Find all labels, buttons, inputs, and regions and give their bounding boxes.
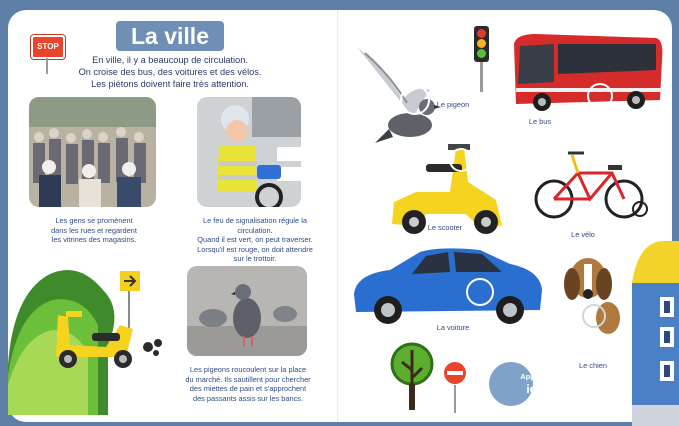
caption-line: des miettes de pain et s'approchent [189, 384, 307, 393]
pigeons-photo [187, 266, 307, 356]
page-title: La ville [116, 21, 224, 51]
traffic-light-pole [480, 62, 483, 92]
child-bike-illustration [197, 97, 301, 207]
stop-sign: STOP [31, 35, 65, 59]
intro-line: En ville, il y a beaucoup de circulation. [92, 55, 248, 65]
crowd-photo-illustration [29, 97, 156, 207]
label-bike: Le vélo [571, 230, 595, 239]
no-entry-sign [440, 360, 470, 414]
intro-text [64, 54, 276, 90]
intro-line: Les piétons doivent faire très attention. [91, 79, 249, 89]
dog-image [558, 248, 628, 358]
tree-illustration [388, 340, 436, 412]
caption-line: Le feu de signalisation régule la circulation. [203, 216, 307, 235]
bus-image [506, 30, 666, 112]
label-dog: Le chien [579, 361, 607, 370]
caption-line: Quand il est vert, on peut traverser. [197, 235, 313, 244]
crowd-photo [29, 97, 156, 207]
intro-line: On croise des bus, des voitures et des vélos. [78, 67, 262, 77]
caption-line: Les pigeons roucoulent sur la place [189, 365, 307, 374]
child-bike-photo [197, 97, 301, 207]
caption-line: des passants assis sur les bancs. [192, 393, 304, 403]
book-gutter [337, 10, 339, 422]
traffic-light-icon [474, 26, 489, 62]
pigeons-caption [183, 365, 313, 403]
scooter-bushes-illustration [8, 255, 178, 415]
appuie-ici-button[interactable] [489, 362, 546, 406]
label-pigeon: Le pigeon [436, 100, 470, 109]
caption-line: sur le trottoir. [233, 254, 277, 263]
traffic-light-caption [186, 216, 324, 264]
pigeon-image [355, 45, 460, 145]
crowd-caption [36, 216, 152, 245]
label-car: La voiture [436, 323, 470, 332]
caption-line: les vitrines des magasins. [51, 235, 137, 244]
appuie-label: Appuie [520, 372, 546, 381]
caption-line: dans les rues et regardent [51, 225, 137, 235]
caption-line: Lorsqu'il est rouge, on doit attendre [197, 244, 313, 254]
bike-image [532, 145, 654, 227]
caption-line: du marché. Ils sautillent pour chercher [185, 374, 311, 384]
label-bus: Le bus [528, 117, 552, 126]
label-scooter: Le scooter [427, 223, 463, 232]
house-illustration [632, 235, 679, 426]
pigeons-photo-illustration [187, 266, 307, 356]
stop-sign-pole [46, 58, 48, 74]
caption-line: Les gens se promènent [55, 216, 133, 225]
ici-label: ici [526, 382, 540, 396]
car-image [350, 244, 550, 326]
